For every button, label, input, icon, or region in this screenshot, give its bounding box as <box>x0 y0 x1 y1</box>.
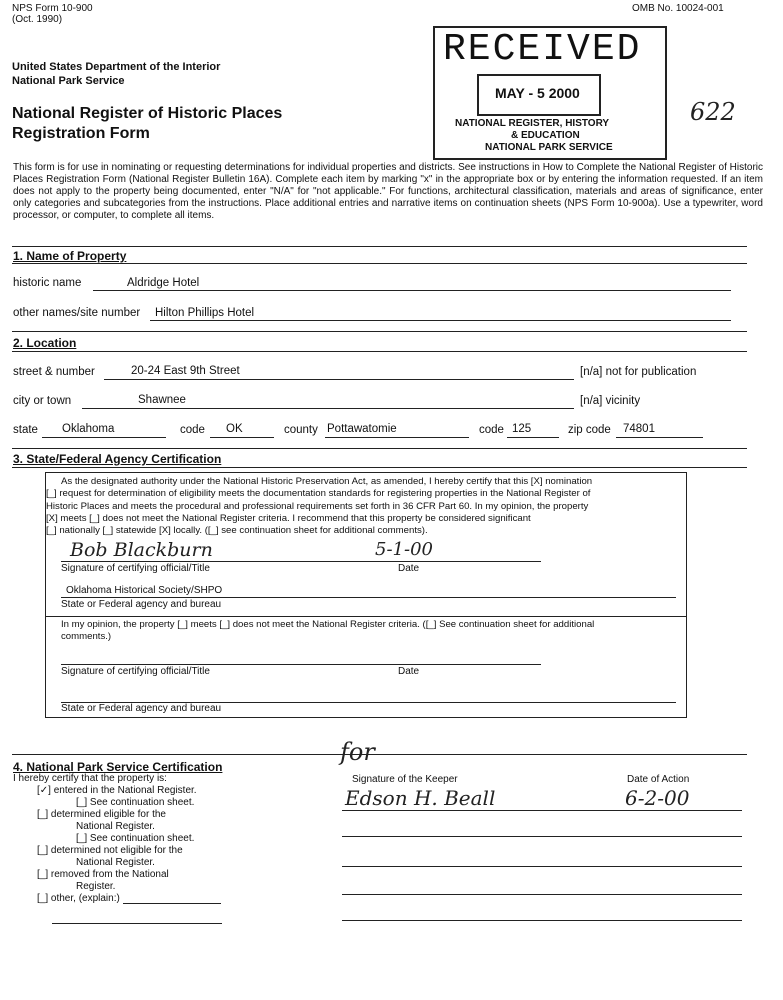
city-field[interactable]: Shawnee <box>138 394 186 406</box>
county-code-label: code <box>479 424 504 436</box>
county-code-field[interactable]: 125 <box>512 423 532 435</box>
historic-name-label: historic name <box>13 277 82 289</box>
cert-line: [_] nationally [_] statewide [X] locally. ([_] see continuation sheet for additional comments). <box>46 525 428 537</box>
service: National Park Service <box>12 75 125 87</box>
state-code-field[interactable]: OK <box>226 423 243 435</box>
historic-name-field[interactable]: Aldridge Hotel <box>127 277 200 289</box>
date-label-2: Date <box>398 666 420 677</box>
signature-label-2: Signature of certifying official/Title <box>61 666 210 677</box>
city-label: city or town <box>13 395 72 407</box>
section1-heading: 1. Name of Property <box>13 249 127 263</box>
option-entered[interactable]: [✓] entered in the National Register. <box>37 785 197 796</box>
other-names-label: other names/site number <box>13 307 141 319</box>
stamp-line3: NATIONAL PARK SERVICE <box>485 142 613 153</box>
county-label: county <box>284 424 318 436</box>
omb-number: OMB No. 10024-001 <box>632 3 724 14</box>
zip-field[interactable]: 74801 <box>623 423 655 435</box>
stamp-line2: & EDUCATION <box>511 130 580 141</box>
section3-heading: 3. State/Federal Agency Certification <box>13 452 222 466</box>
other-names-field[interactable]: Hilton Phillips Hotel <box>155 307 255 319</box>
state-field[interactable]: Oklahoma <box>62 423 115 435</box>
department: United States Department of the Interior <box>12 61 221 73</box>
signature-label: Signature of certifying official/Title <box>61 563 210 574</box>
county-field[interactable]: Pottawatomie <box>327 423 397 435</box>
handwritten-number: 622 <box>690 98 736 126</box>
form-title-1: National Register of Historic Places <box>12 105 283 122</box>
option-continuation-1[interactable]: [_] See continuation sheet. <box>76 797 195 808</box>
cert-line: As the designated authority under the National Historic Preservation Act, as amended, I hereby certify that this [X] nomination <box>61 476 593 487</box>
cert-line: [X] meets [_] does not meet the National Register criteria. I recommend that this property be considered significant <box>46 512 531 524</box>
stamp-received: RECEIVED <box>443 28 642 71</box>
cert-line: [_] request for determination of eligibility meets the documentation standards for registering properties in the National Register of <box>46 488 591 500</box>
date-label: Date <box>398 563 420 574</box>
section4-heading: 4. National Park Service Certification <box>13 760 223 774</box>
certifying-date: 5-1-00 <box>375 539 433 560</box>
state-code-label: code <box>180 424 205 436</box>
option-eligible-cont: National Register. <box>76 821 155 832</box>
opinion-line: comments.) <box>61 631 112 643</box>
agency-field[interactable]: Oklahoma Historical Society/SHPO <box>66 585 223 596</box>
state-label: state <box>13 424 38 436</box>
opinion-line: In my opinion, the property [_] meets [_] does not meet the National Register criteria. ([_] See continuation sheet for additional <box>61 619 595 630</box>
stamp-line1: NATIONAL REGISTER, HISTORY <box>455 118 610 129</box>
option-eligible[interactable]: [_] determined eligible for the <box>37 809 166 820</box>
option-continuation-2[interactable]: [_] See continuation sheet. <box>76 833 195 844</box>
form-number: NPS Form 10-900 <box>12 3 93 14</box>
option-removed[interactable]: [_] removed from the National <box>37 869 169 880</box>
form-date: (Oct. 1990) <box>12 14 63 25</box>
keeper-label: Signature of the Keeper <box>352 774 458 785</box>
street-field[interactable]: 20-24 East 9th Street <box>131 365 240 377</box>
cert-line: Historic Places and meets the procedural and professional requirements set forth in 36 CFR Part 60. In my opinion, the property <box>46 500 589 512</box>
agency-label: State or Federal agency and bureau <box>61 599 222 610</box>
certifying-signature: Bob Blackburn <box>70 539 213 561</box>
vicinity[interactable]: [n/a] vicinity <box>580 395 641 407</box>
option-not-eligible[interactable]: [_] determined not eligible for the <box>37 845 183 856</box>
not-for-publication[interactable]: [n/a] not for publication <box>580 366 697 378</box>
section2-heading: 2. Location <box>13 336 77 350</box>
opinion-text <box>61 619 594 644</box>
action-date-label: Date of Action <box>627 774 690 785</box>
intro-paragraph: This form is for use in nominating or requesting determinations for individual properties and districts. See instructions in How to Complete the National Register of Historic Places Registration Form (National Register Bulletin 16A). Complete each item by marking "x" in the appropriate box or by entering the information requested. If an item does not apply to the property being documented, enter "N/A" for "not applicable." For functions, architectural classification, materials and areas of significance, enter only categories and subcategories from the instructions. Place additional entries and narrative items on continuation sheets (NPS Form 10-900a). Use a typewriter, word processor, or computer, to complete all items. <box>13 162 763 221</box>
street-label: street & number <box>13 366 95 378</box>
option-removed-cont: Register. <box>76 881 116 892</box>
certification-text <box>46 476 593 537</box>
keeper-signature: Edson H. Beall <box>345 786 496 810</box>
option-other[interactable]: [_] other, (explain:) <box>37 893 120 904</box>
option-not-eligible-cont: National Register. <box>76 857 155 868</box>
nps-intro: I hereby certify that the property is: <box>13 773 167 784</box>
zip-label: zip code <box>568 424 611 436</box>
form-title-2: Registration Form <box>12 125 150 142</box>
received-stamp <box>433 26 667 160</box>
keeper-initial: for <box>340 738 375 766</box>
agency-label-2: State or Federal agency and bureau <box>61 703 222 714</box>
stamp-date: MAY - 5 2000 <box>495 85 580 101</box>
action-date: 6-2-00 <box>625 786 690 810</box>
